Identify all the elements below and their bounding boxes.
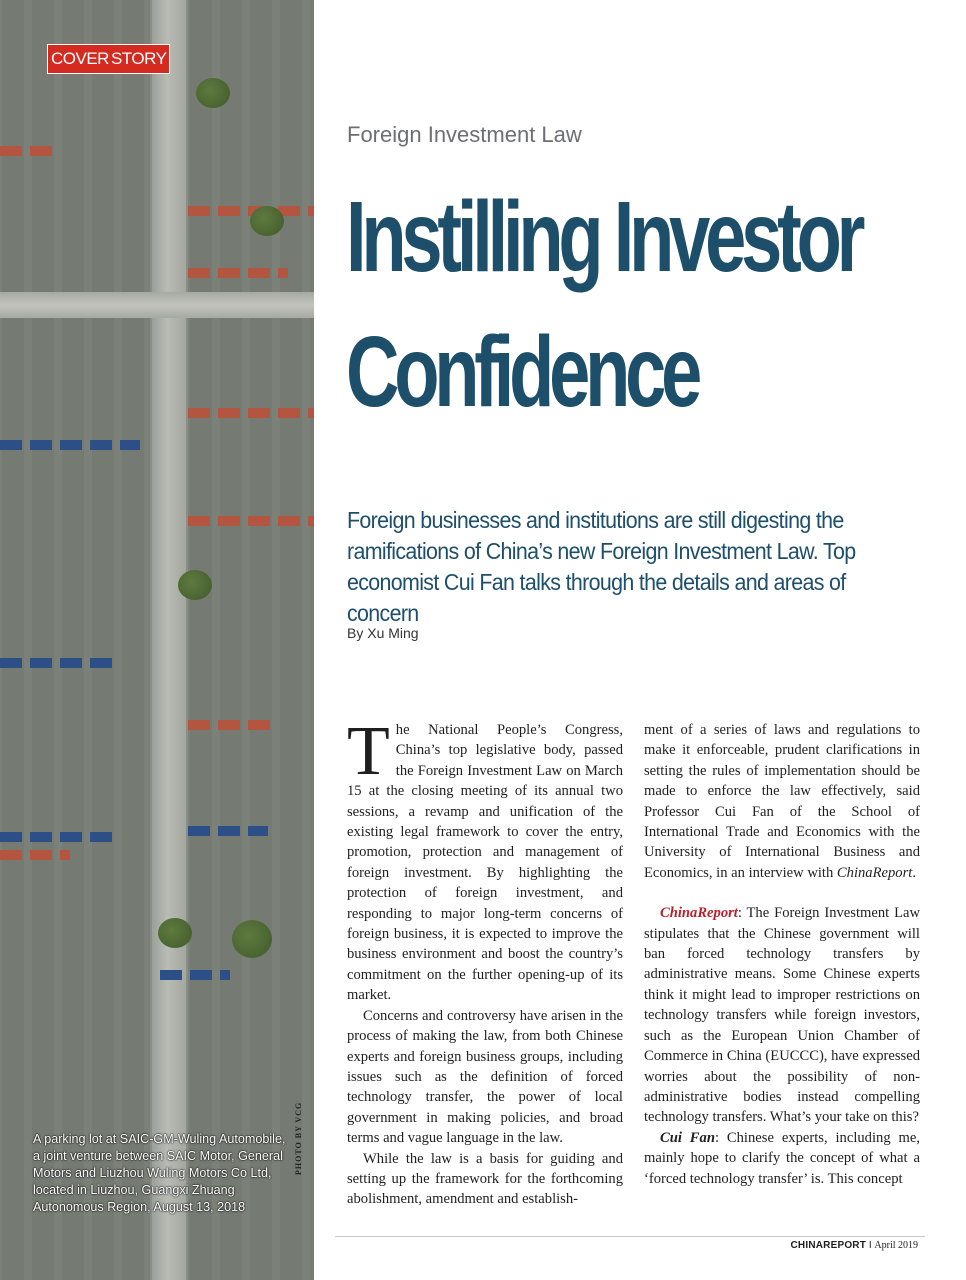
- publication-name: ChinaReport: [836, 864, 913, 881]
- tree: [178, 570, 212, 600]
- tree: [158, 918, 192, 948]
- footer-divider: [335, 1236, 925, 1237]
- red-cars: [188, 408, 314, 418]
- body-paragraph-4: [644, 720, 920, 883]
- red-cars: [188, 720, 278, 730]
- footer-brand: CHINAREPORT: [790, 1240, 867, 1251]
- red-cars: [188, 268, 288, 278]
- tree: [232, 920, 272, 958]
- photo-caption: A parking lot at SAIC-GM-Wuling Automobile, a joint venture between SAIC Motor, General Motors and Liuzhou Wuling Motors Co Ltd, located in Liuzhou, Guangxi Zhuang Autonomous Region, August 13, 2018: [33, 1132, 286, 1214]
- answer-paragraph: [644, 1128, 920, 1189]
- parking-rows-right: [188, 0, 314, 1280]
- body-paragraph-3: While the law is a basis for guiding and setting up the framework for the forthcoming abolishment, amendment and establish-: [347, 1150, 623, 1208]
- paragraph-1-text: he National People’s Congress, China’s top legislative body, passed the Foreign Investment Law on March 15 at the closing meeting of its annual two sessions, a revamp and unification of the existing legal framework to cover the entry, promotion, protection and management of foreign investment. By highlighting the protection of foreign investment, and responding to major long-term concerns of foreign business, it is expected to improve the business environment and boost the country’s commitment on the further opening-up of its market.: [347, 722, 623, 1004]
- byline: By Xu Ming: [347, 625, 419, 641]
- paragraph-4-end: .: [912, 864, 916, 881]
- blue-cars: [0, 832, 115, 842]
- headline-line-1: Instilling Investor: [346, 181, 861, 293]
- body-column-left: [347, 713, 623, 1210]
- photo-cross-road: [0, 292, 314, 318]
- page-footer: [791, 1240, 919, 1251]
- tree: [250, 206, 284, 236]
- tree: [196, 78, 230, 108]
- story-label-text: STORY: [110, 49, 167, 68]
- blue-cars: [188, 826, 268, 836]
- body-paragraph-2: Concerns and controversy have arisen in the process of making the law, from both Chinese experts and foreign business groups, including issues such as the definition of forced technology transfer, the power of local government in making policies, and broad terms and vague language in the law.: [347, 1007, 623, 1147]
- photo-road: [152, 0, 186, 1280]
- footer-date: April 2019: [874, 1240, 918, 1251]
- answer-text: : Chinese experts, including me, mainly hope to clarify the concept of what a ‘forced technology transfer’ is. This concept: [644, 1129, 920, 1187]
- blue-cars: [160, 970, 230, 980]
- parking-rows-left: [0, 0, 150, 1280]
- footer-separator: I: [868, 1240, 872, 1251]
- drop-cap: T: [347, 713, 390, 790]
- blue-cars: [0, 658, 120, 668]
- kicker: Foreign Investment Law: [347, 122, 582, 147]
- red-cars: [0, 146, 60, 156]
- body-column-right: [644, 720, 920, 1189]
- question-paragraph: [644, 903, 920, 1127]
- red-cars: [188, 516, 314, 526]
- headline: [346, 170, 861, 440]
- answer-label: Cui Fan: [660, 1129, 715, 1146]
- cover-story-label: [47, 44, 170, 74]
- cover-label-text: COVER: [51, 49, 109, 68]
- deck: Foreign businesses and institutions are still digesting the ramifications of China’s new Foreign Investment Law. Top economist Cui Fan talks through the details and areas of concern: [347, 507, 856, 626]
- headline-line-2: Confidence: [346, 316, 698, 428]
- question-label: ChinaReport: [660, 905, 738, 922]
- cover-photo: [0, 0, 314, 1280]
- red-cars: [0, 850, 70, 860]
- blue-cars: [0, 440, 140, 450]
- photo-credit: PHOTO BY VCG: [294, 1101, 303, 1175]
- body-paragraph-1: [347, 713, 623, 1006]
- paragraph-4-text: ment of a series of laws and regulations to make it enforceable, prudent clarifications in setting the rules of implementation should be made to enforce the law effectively, said Professor Cui Fan of the School of International Trade and Economics with the University of International Business and Economics, in an interview with: [644, 722, 920, 881]
- question-text: : The Foreign Investment Law stipulates that the Chinese government will ban forced technology transfers by administrative means. Some Chinese experts think it might lead to improper restrictions on technology transfers while foreign investors, such as the European Union Chamber of Commerce in China (EUCCC), have expressed worries about the possibility of non-administrative bodies instead compelling technology transfers. What’s your take on this?: [644, 905, 920, 1126]
